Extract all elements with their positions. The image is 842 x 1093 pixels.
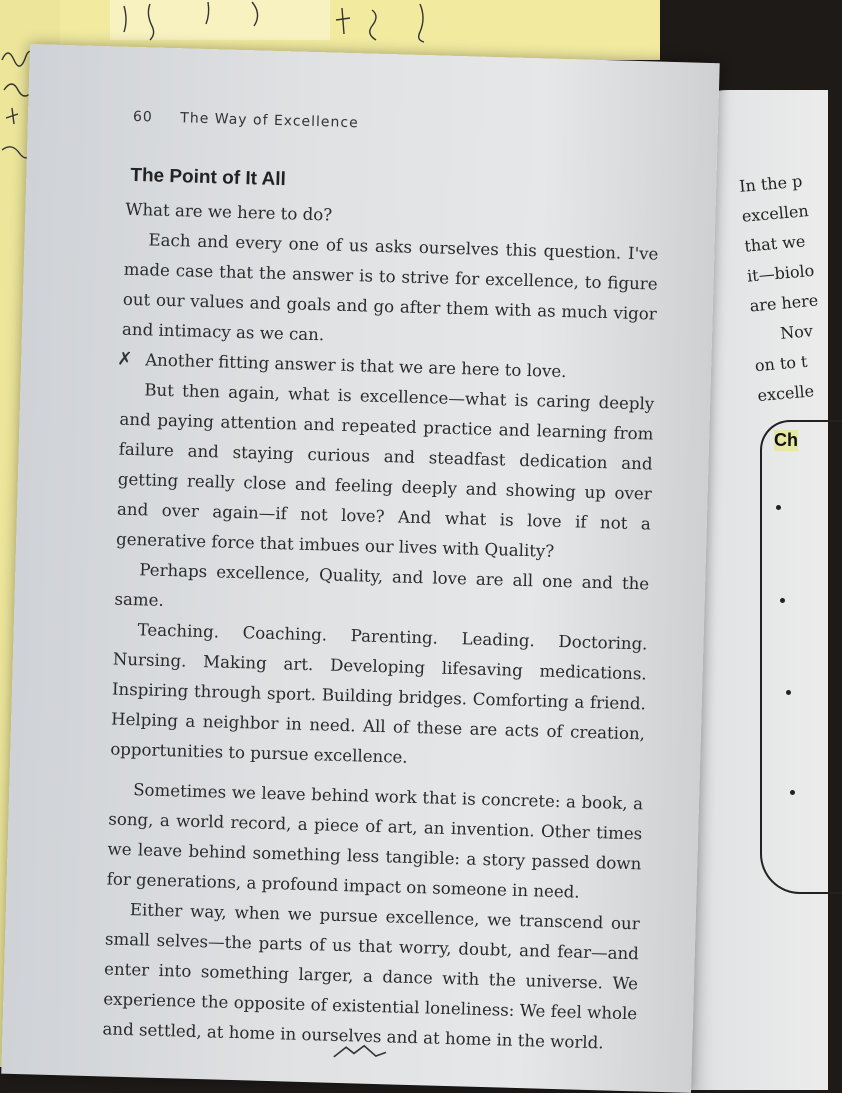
mountain-ornament-icon (332, 1043, 388, 1061)
facing-page-box (760, 420, 842, 894)
body-text (102, 195, 660, 1060)
running-head-title: The Way of Excellence (180, 110, 359, 132)
facing-box-label: Ch (774, 430, 798, 450)
paragraph: Each and every one of us asks ourselves this question. I've made case that the answer is to strive for excellence, to figure out our values and goals and go after them with as much vigor and intimacy as we can. (121, 230, 659, 345)
book-page (1, 44, 719, 1093)
bullet-dot (780, 598, 785, 603)
running-header (133, 109, 359, 131)
bullet-dot (776, 505, 781, 510)
bullet-dot (786, 690, 791, 695)
page-number: 60 (132, 108, 154, 126)
facing-page-text: In the p excellen that we it—biolo are here Nov on to t excelle (738, 171, 819, 406)
paragraph: Another fitting answer is that we are here to love. (144, 350, 567, 382)
paragraph: But then again, what is excellence—what is caring deeply and paying attention and repeated practice and learning from failure and staying curious and steadfast dedication and getting really close and feeling deeply and showing up over and over again—if not love? And what is love if not a generative force that imbues our lives with Quality? (115, 380, 655, 561)
paragraph: What are we here to do? (125, 199, 333, 225)
paragraph: Either way, when we pursue excellence, we transcend our small selves—the parts of us that worry, doubt, and fear—and enter into something larger, a dance with the universe. We experience the opposite of existential loneliness: We feel whole and settled, at home in ourselves and at home in the world. (102, 900, 640, 1053)
bullet-dot (790, 790, 795, 795)
paragraph: Sometimes we leave behind work that is concrete: a book, a song, a world record, a piece of art, an invention. Other times we leave behind something less tangible: a story passed down for generations, a profound impact on someone in need. (106, 780, 644, 902)
paragraph: Teaching. Coaching. Parenting. Leading. Doctoring. Nursing. Making art. Developing lifesaving medications. Inspiring through sport. Building bridges. Comforting a friend. Helping a neighbor in need. All of these are acts of creation, opportunities to pursue excellence. (110, 620, 648, 767)
paragraph: Perhaps excellence, Quality, and love are all one and the same. (114, 560, 650, 610)
pen-mark-icon: ✗ (116, 348, 133, 370)
section-title: The Point of It All (130, 164, 287, 191)
